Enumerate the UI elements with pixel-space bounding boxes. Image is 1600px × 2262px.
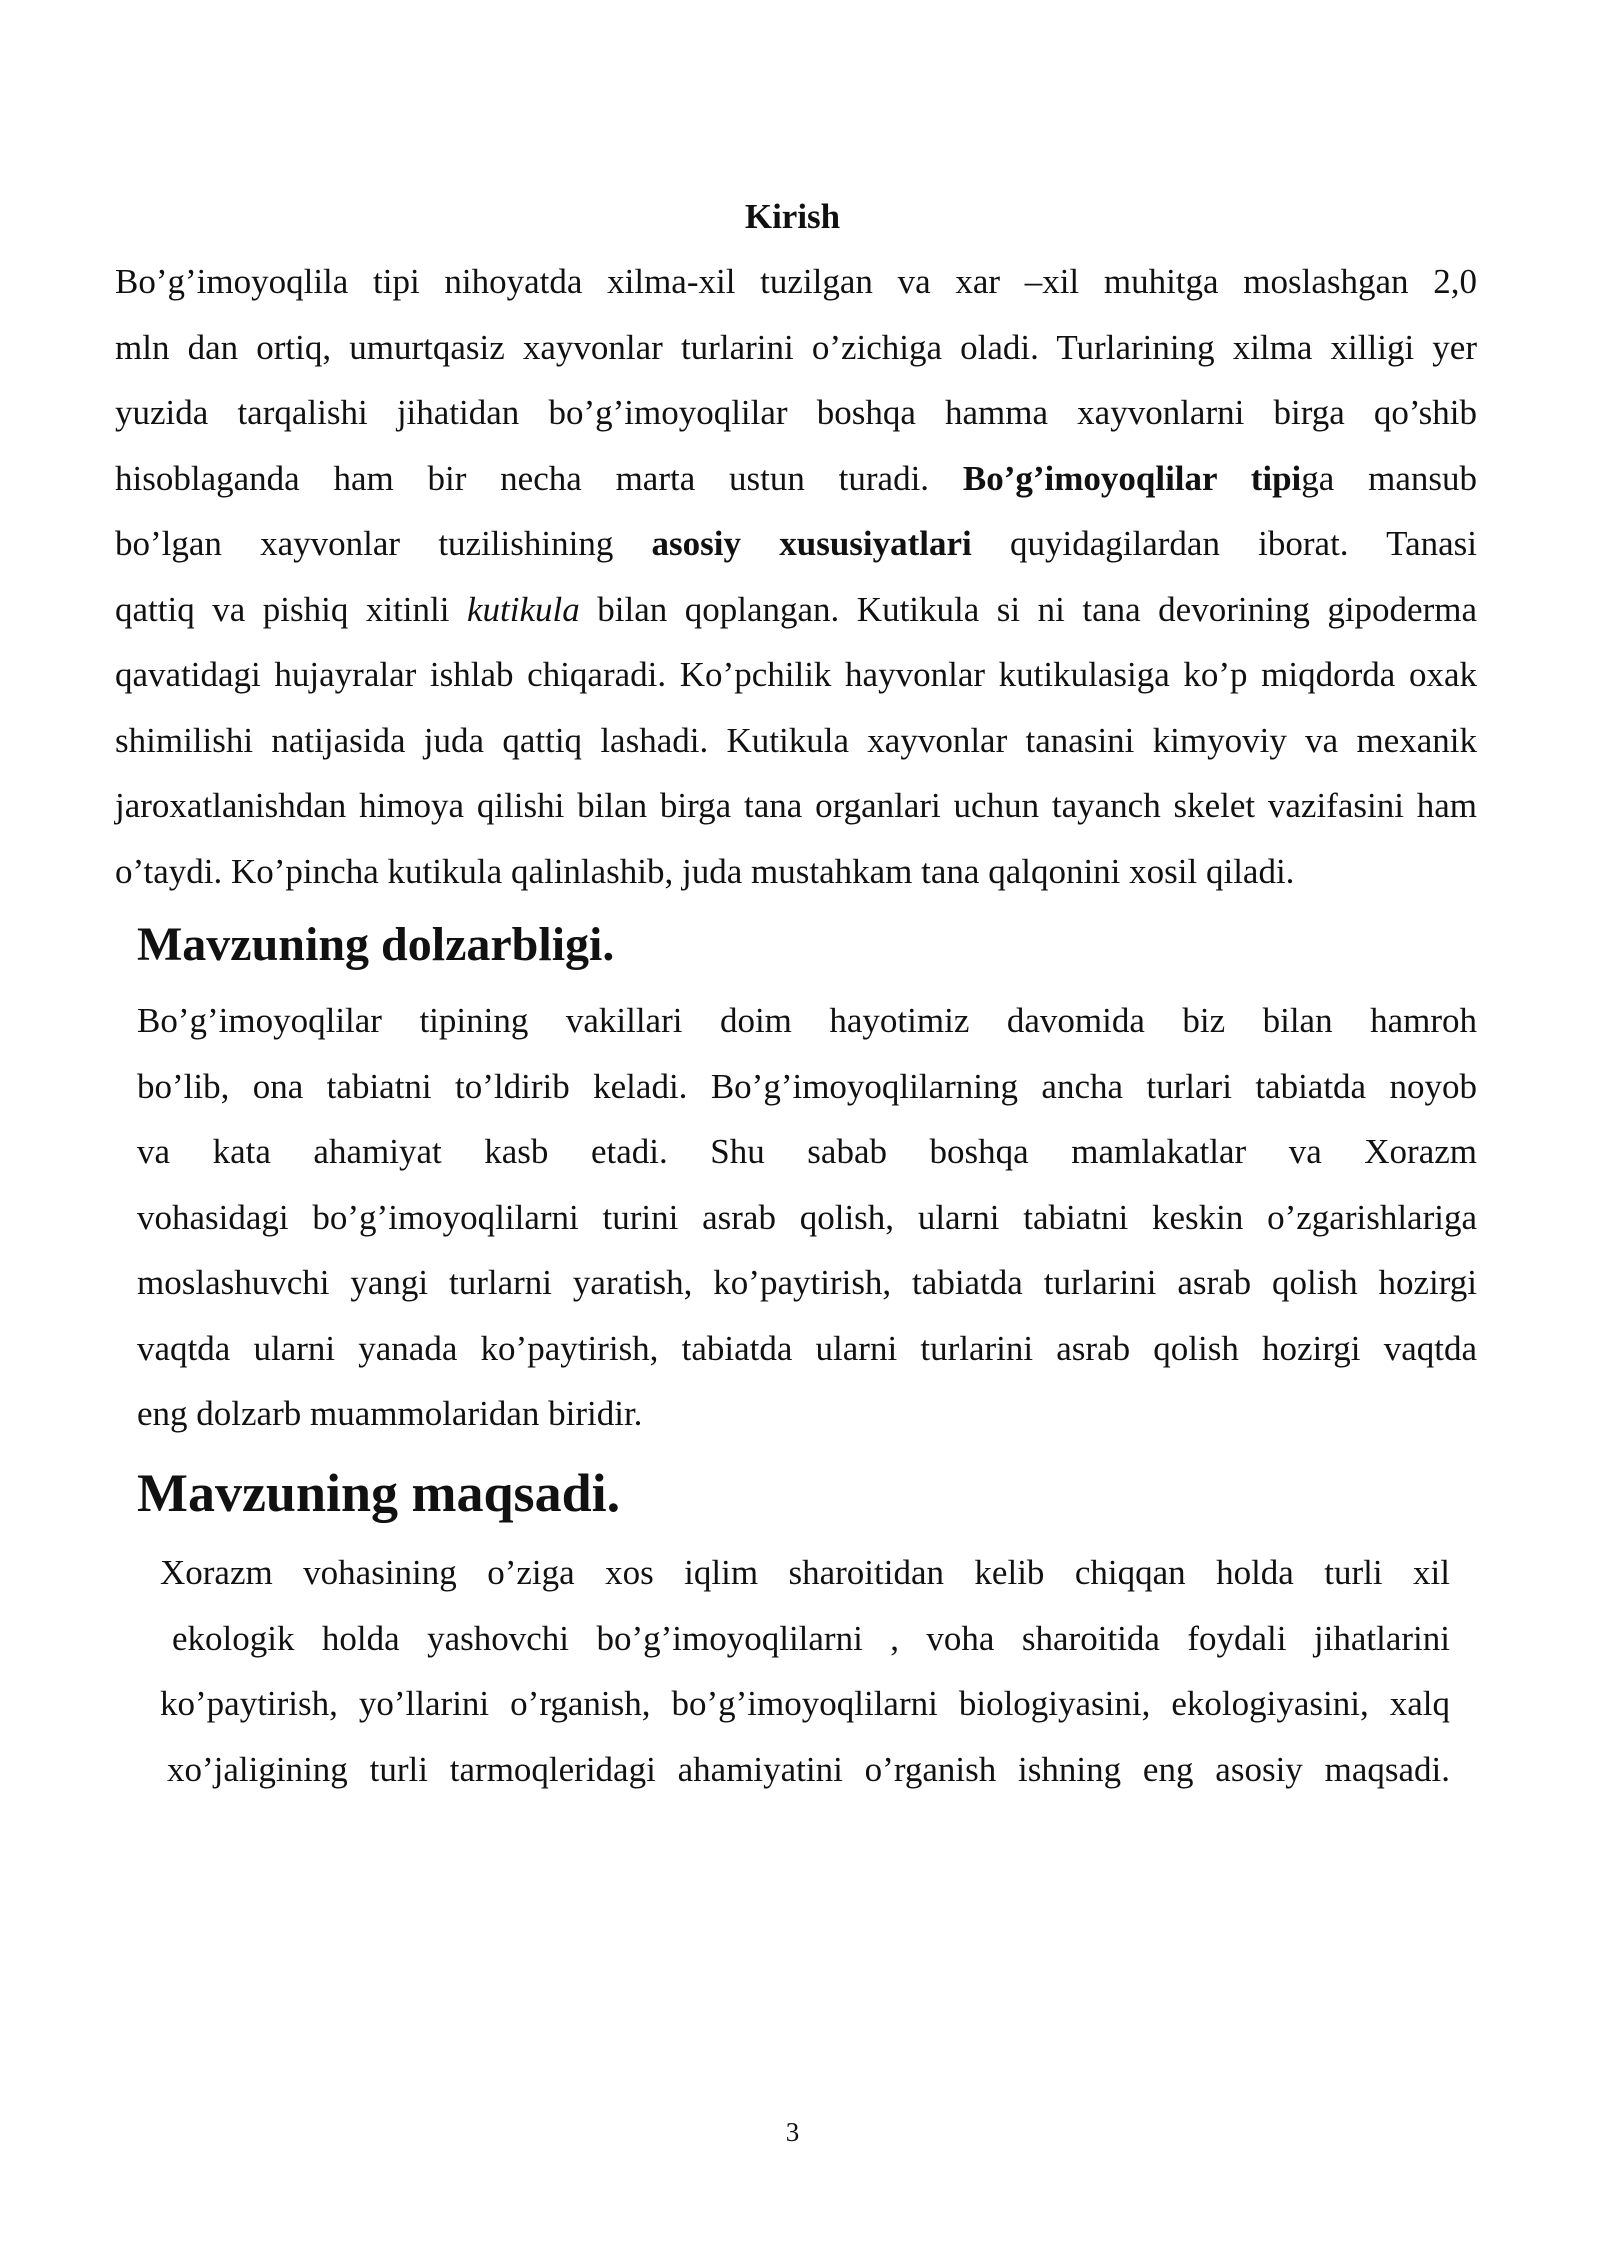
- purpose-paragraph: [160, 1540, 1450, 1802]
- intro-text: quyidagilardan iborat. Tanasi: [971, 524, 1477, 563]
- intro-line: mln dan ortiq, umurtqasiz xayvonlar turlarini o’zichiga oladi. Turlarining xilma xilligi yer: [115, 327, 1477, 367]
- purpose-line: ekologik holda yashovchi bo’g’imoyoqlilarni , voha sharoitida foydali jihatlarini: [172, 1618, 1450, 1658]
- intro-text: bilan qoplangan. Kutikula si ni tana devorining gipoderma: [579, 589, 1478, 629]
- page-number: 3: [785, 2117, 800, 2147]
- purpose-line: ko’paytirish, yo’llarini o’rganish, bo’g’imoyoqlilarni biologiyasini, ekologiyasini, xalq: [160, 1684, 1450, 1723]
- bold-term: Bo’g’imoyoqlilar tipi: [962, 458, 1302, 498]
- page-title: Kirish: [744, 197, 841, 236]
- relevance-line: va kata ahamiyat kasb etadi. Shu sabab boshqa mamlakatlar va Xorazm: [137, 1132, 1477, 1171]
- intro-text: ga mansub: [1301, 458, 1477, 498]
- intro-text: hisoblaganda ham bir necha marta ustun turadi.: [115, 458, 963, 498]
- intro-text: qattiq va pishiq xitinli: [115, 589, 467, 629]
- intro-line: [115, 577, 1477, 643]
- purpose-line: xo’jaligining turli tarmoqleridagi ahamiyatini o’rganish ishning eng asosiy maqsadi.: [167, 1749, 1450, 1789]
- intro-line: o’taydi. Ko’pincha kutikula qalinlashib, juda mustahkam tana qalqonini xosil qiladi.: [115, 851, 1295, 891]
- purpose-heading: Mavzuning maqsadi.: [137, 1463, 621, 1523]
- intro-line: jaroxatlanishdan himoya qilishi bilan birga tana organlari uchun tayanch skelet vazifasini ham: [115, 786, 1477, 825]
- intro-text: bo’lgan xayvonlar tuzilishining: [115, 524, 652, 563]
- intro-line: qavatidagi hujayralar ishlab chiqaradi. Ko’pchilik hayvonlar kutikulasiga ko’p miqdorda oxak: [115, 655, 1477, 694]
- intro-line: [115, 511, 1477, 577]
- relevance-line: vohasidagi bo’g’imoyoqlilarni turini asrab qolish, ularni tabiatni keskin o’zgarishlariga: [137, 1197, 1477, 1237]
- intro-line: [115, 446, 1477, 512]
- intro-line: Bo’g’imoyoqlila tipi nihoyatda xilma-xil tuzilgan va xar –xil muhitga moslashgan 2,0: [115, 262, 1477, 301]
- intro-paragraph: [115, 249, 1477, 904]
- relevance-line: moslashuvchi yangi turlarni yaratish, ko’paytirish, tabiatda turlarini asrab qolish hozirgi: [137, 1263, 1477, 1302]
- bold-term: asosiy xususiyatlari: [651, 524, 972, 563]
- purpose-line: Xorazm vohasining o’ziga xos iqlim sharoitidan kelib chiqqan holda turli xil: [160, 1553, 1450, 1592]
- relevance-line: Bo’g’imoyoqlilar tipining vakillari doim hayotimiz davomida biz bilan hamroh: [137, 1001, 1477, 1040]
- relevance-line: bo’lib, ona tabiatni to’ldirib keladi. Bo’g’imoyoqlilarning ancha turlari tabiatda noyob: [137, 1066, 1477, 1106]
- relevance-heading: Mavzuning dolzarbligi.: [137, 918, 615, 971]
- intro-line: shimilishi natijasida juda qattiq lashadi. Kutikula xayvonlar tanasini kimyoviy va mexanik: [115, 720, 1477, 760]
- relevance-paragraph: [137, 988, 1477, 1447]
- relevance-line: vaqtda ularni yanada ko’paytirish, tabiatda ularni turlarini asrab qolish hozirgi vaqtda: [137, 1328, 1477, 1368]
- italic-term: kutikula: [466, 589, 580, 629]
- relevance-line: eng dolzarb muammolaridan biridir.: [137, 1394, 643, 1433]
- intro-line: yuzida tarqalishi jihatidan bo’g’imoyoqlilar boshqa hamma xayvonlarni birga qo’shib: [115, 393, 1477, 432]
